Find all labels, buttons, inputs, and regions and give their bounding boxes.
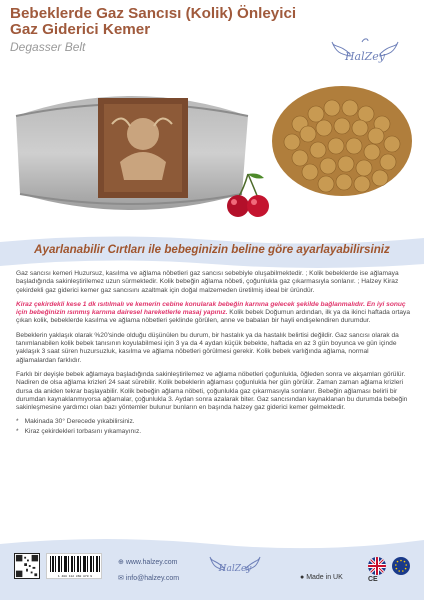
- care-note: * Makinada 30° Derecede yıkabilirsiniz.: [16, 418, 410, 426]
- brand-logo-text: HalZey: [344, 50, 386, 63]
- usage-continuation: Kolik bebek Doğumun ardından, ilk ya da ikinci haftada ortaya çıkan kolik, bebeklerde kasılma ve ağlama nöbetleri şeklinde görülen, anne ve babaları bir hayli endişelendiren durumdur.: [16, 309, 411, 325]
- care-notes: [16, 418, 410, 436]
- qr-code-icon[interactable]: [14, 553, 40, 579]
- cherry-pits-image: [270, 84, 414, 198]
- mail-icon: ✉: [118, 575, 126, 582]
- degasser-belt-image: [12, 76, 252, 226]
- barcode: [46, 553, 102, 579]
- page-subtitle: Degasser Belt: [10, 40, 86, 54]
- barcode-icon: [47, 554, 103, 574]
- footer-brand-text: HalZey: [218, 564, 252, 574]
- hero-images: [0, 62, 424, 240]
- paragraph-crying: Farklı bir deyişle bebek ağlamaya başladığında sakinleştirilemez ve ağlama nöbetleri çoğunlukla, öğleden sonra ve akşamları görülür. Nadiren de olsa ağlama krizleri 24 saat sürebilir. Kolik bebeklerin ağlaması çoğunlukla her gün görülür. Zaman zaman ağlama krizleri dursa da aniden tekrar başlayabilir. Kolik bebeğin ağlama nöbeti, çoğunlukla gaz çıkarmasıyla sonlanır. Bebeğin ağlaması belirli bir durumdan kaynaklanmıyorsa ağlamalar, çoğunlukla 3. Aydan sonra azalarak biter. Gaz sancısından kaynaklanan bu durumda bebeğin sakinleşmesine yardımcı olan bazı yöntemler bulunur bunların en başında halzey gaz giderici kemer gelmektedir.: [16, 370, 408, 412]
- description-body: [16, 270, 410, 437]
- made-in-text: Made in UK: [306, 574, 343, 581]
- made-in-label: [300, 574, 343, 581]
- paragraph-usage: [16, 301, 410, 326]
- website-link[interactable]: [118, 558, 177, 566]
- location-pin-icon: ●: [300, 574, 307, 581]
- cherry-icon: [224, 170, 272, 220]
- usage-instructions: Kiraz çekirdekli kese 1 dk ısıtılmalı ve kemerin cebine konularak bebeğin karnına gelecek şekilde bağlanmalıdır. En iyi sonuç için bebeğinizin ısınmış karnına dairesel hareketlerle masaj yapınız.: [16, 300, 406, 317]
- paragraph-colic-info: Bebeklerin yaklaşık olarak %20'sinde olduğu düşünülen bu durum, bir hastalık ya da hastalık belirtisi değildir. Gaz sancısı olarak da tanımlanabilen kolik bebek tanısının koyulabilmesi için 3 ya da 4 aydan küçük bebekte, haftada en az 3 gün boyunca ve gün içinde yaklaşık 3 saat süren huzursuzluk, kasılma ve ağlama nöbetleri görülmesi gerekir. Kolik bebek varlığında ağlama, normal ağlamalardan farklıdır.: [16, 331, 399, 364]
- email-text: info@halzey.com: [125, 575, 180, 582]
- website-text: www.halzey.com: [125, 559, 178, 566]
- care-note: * Kiraz çekirdekleri torbasını yıkamayınız.: [16, 428, 410, 436]
- eu-flag-icon: [392, 557, 410, 575]
- barcode-number: 1 400 112 860 870 9: [57, 575, 93, 578]
- uk-flag-icon: [368, 557, 386, 575]
- email-link[interactable]: [118, 574, 179, 582]
- page-title: Bebeklerde Gaz Sancısı (Kolik) Önleyici Gaz Giderici Kemer: [10, 5, 297, 38]
- paragraph-intro: Gaz sancısı kemeri Huzursuz, kasılma ve ağlama nöbetleri gaz sancısı sebebiyle oluşabilmektedir. ; Kolik bebeklerde ise ağlamaya başladığında sakinleştirilemez uzun sürmektedir. Kolik bebeğin ağlama nöbeti, çoğunlukla gaz çıkarmasıyla sonlanır. ; Halzey Kiraz çekirdekli gaz giderici kemer gaz sancısını azaltmak için doğal malzemeden üretilmiş ideal bir üründür.: [16, 270, 399, 294]
- ce-mark: CE: [368, 576, 378, 583]
- globe-icon: ⊕: [118, 559, 126, 566]
- section-heading: Ayarlanabilir Cırtları ile bebeginizin beline göre ayarlayabilirsiniz: [34, 243, 390, 256]
- footer-brand-logo: [208, 554, 262, 582]
